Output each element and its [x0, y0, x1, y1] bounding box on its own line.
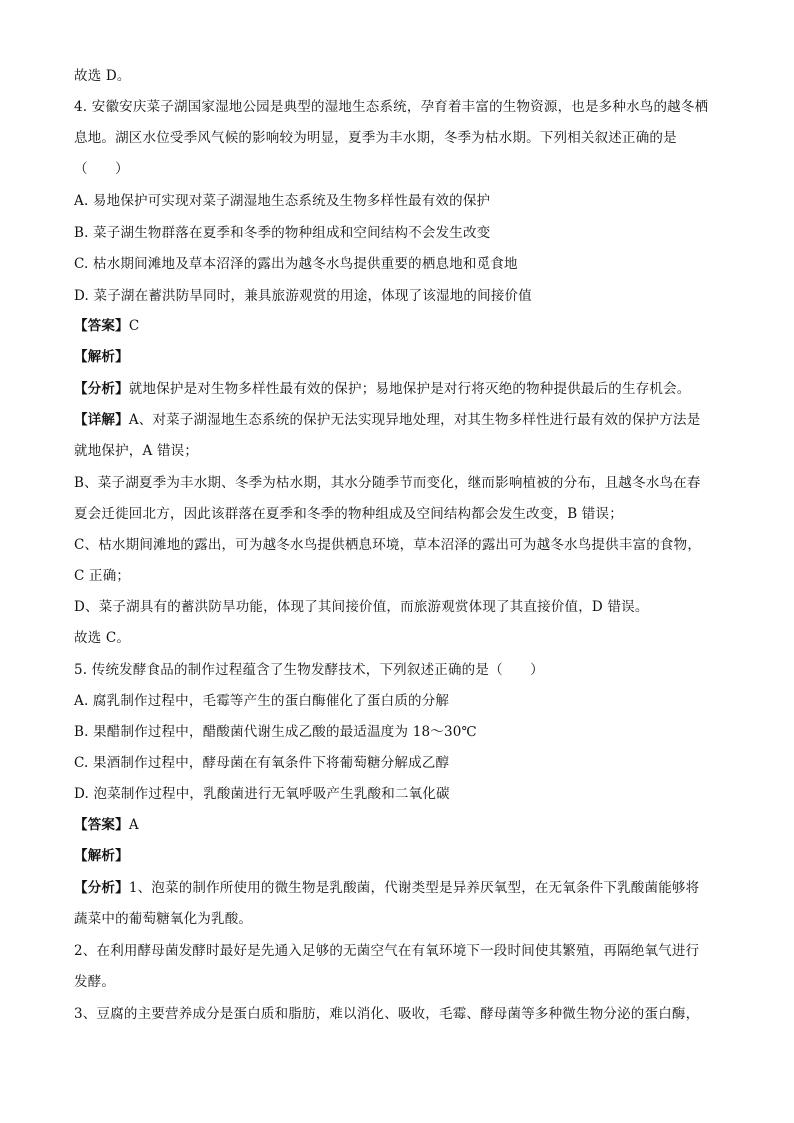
analysis-sub-tag: 【分析】: [74, 880, 129, 896]
answer-line: 【答案】A: [74, 817, 139, 833]
question-stem: 息地。湖区水位受季风气候的影响较为明显，夏季为丰水期，冬季为枯水期。下列相关叙述正确的是: [74, 130, 677, 146]
analysis-line: 【分析】1、泡菜的制作所使用的微生物是乳酸菌，代谢类型是异养厌氧型，在无氧条件下乳酸菌能够将: [74, 880, 700, 896]
answer-tag: 【答案】: [74, 318, 129, 334]
option-c: C. 果酒制作过程中，酵母菌在有氧条件下将葡萄糖分解成乙醇: [74, 755, 450, 771]
analysis-heading: [74, 846, 129, 866]
option-c: C. 枯水期间滩地及草本沼泽的露出为越冬水鸟提供重要的栖息地和觅食地: [74, 256, 518, 272]
option-a: A. 腐乳制作过程中，毛霉等产生的蛋白酶催化了蛋白质的分解: [74, 693, 450, 709]
option-b: B. 果醋制作过程中，醋酸菌代谢生成乙酸的最适温度为 18～30℃: [74, 724, 477, 740]
analysis-heading: [74, 347, 129, 367]
analysis-line: 3、豆腐的主要营养成分是蛋白质和脂肪，难以消化、吸收，毛霉、酵母菌等多种微生物分泌的蛋白酶，: [74, 1006, 700, 1022]
detail-tag: 【详解】: [74, 412, 129, 428]
detail-line: 【详解】A、对菜子湖湿地生态系统的保护无法实现异地处理，对其生物多样性进行最有效的保护方法是: [74, 412, 701, 428]
detail-line: B、菜子湖夏季为丰水期、冬季为枯水期，其水分随季节而变化，继而影响植被的分布，且越冬水鸟在春: [74, 475, 701, 491]
analysis-sub-tag: 【分析】: [74, 381, 129, 397]
analysis-line: 蔬菜中的葡萄糖氧化为乳酸。: [74, 911, 253, 927]
analysis-line: 2、在利用酵母菌发酵时最好是先通入足够的无菌空气在有氧环境下一段时间使其繁殖，再隔绝氧气进行: [74, 943, 700, 959]
text-line: 故选 D。: [74, 68, 131, 84]
detail-line: C、枯水期间滩地的露出，可为越冬水鸟提供栖息环境，草本沼泽的露出可为越冬水鸟提供丰富的食物，: [74, 537, 702, 553]
detail-line: 夏会迁徙回北方，因此该群落在夏季和冬季的物种组成及空间结构都会发生改变，B 错误；: [74, 506, 623, 522]
option-b: B. 菜子湖生物群落在夏季和冬季的物种组成和空间结构不会发生改变: [74, 225, 491, 241]
analysis-line: 【分析】就地保护是对生物多样性最有效的保护；易地保护是对行将灭绝的物种提供最后的生存机会。: [74, 381, 691, 397]
conclusion-line: 故选 C。: [74, 630, 131, 646]
detail-line: C 正确；: [74, 568, 131, 584]
question-blank: （ ）: [74, 161, 129, 177]
option-d: D. 菜子湖在蓄洪防旱同时，兼具旅游观赏的用途，体现了该湿地的间接价值: [74, 288, 532, 304]
detail-line: 就地保护，A 错误；: [74, 443, 199, 459]
option-d: D. 泡菜制作过程中，乳酸菌进行无氧呼吸产生乳酸和二氧化碳: [74, 786, 450, 802]
answer-line: 【答案】C: [74, 318, 140, 334]
analysis-line: 发酵。: [74, 974, 116, 990]
answer-tag: 【答案】: [74, 817, 129, 833]
option-a: A. 易地保护可实现对菜子湖湿地生态系统及生物多样性最有效的保护: [74, 193, 491, 209]
question-stem: 5. 传统发酵食品的制作过程蕴含了生物发酵技术，下列叙述正确的是（ ）: [74, 662, 544, 678]
analysis-tag: 【解析】: [74, 848, 129, 864]
question-stem: 4. 安徽安庆菜子湖国家湿地公园是典型的湿地生态系统，孕育着丰富的生物资源，也是多种水鸟的越冬栖: [74, 99, 709, 115]
analysis-tag: 【解析】: [74, 349, 129, 365]
detail-line: D、菜子湖具有的蓄洪防旱功能，体现了其间接价值，而旅游观赏体现了其直接价值，D 错误。: [74, 599, 649, 615]
